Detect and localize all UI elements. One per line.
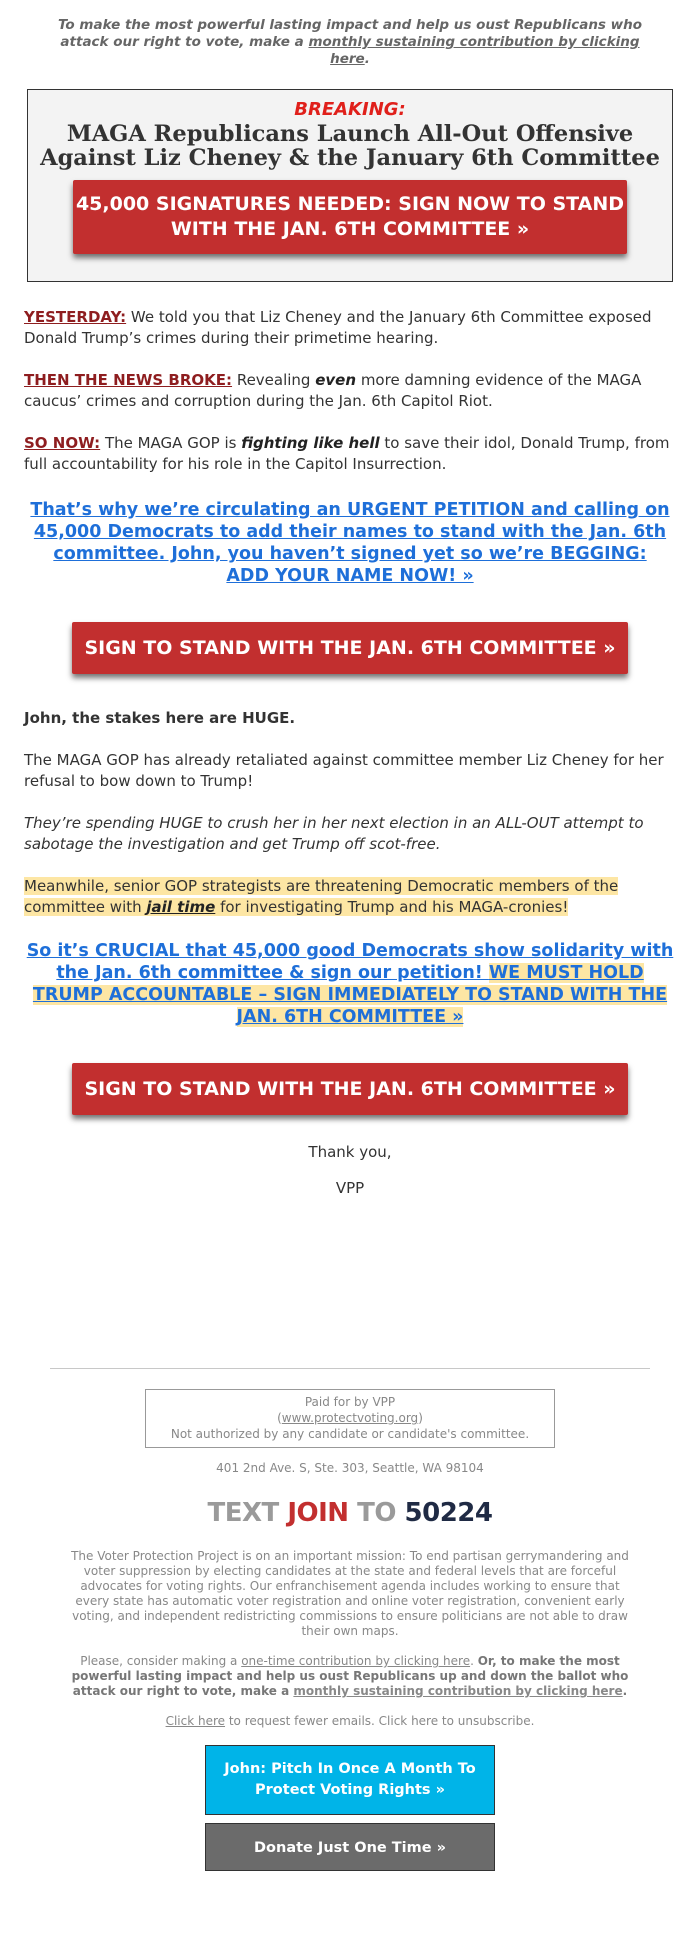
meanwhile-text-2: for investigating Trump and his MAGA-cronies! <box>215 898 569 916</box>
to-word: TO <box>357 1498 396 1528</box>
please-text-2: . <box>470 1654 478 1668</box>
paren-open: ( <box>277 1411 282 1425</box>
crucial-text: So it’s CRUCIAL that 45,000 good Democrats show solidarity with the Jan. 6th committee & sign our petition! <box>26 941 674 983</box>
top-note <box>0 0 700 68</box>
breaking-label: BREAKING: <box>294 99 406 120</box>
monthly-contribution-link[interactable]: monthly sustaining contribution by clicking here <box>308 34 640 67</box>
hero-title: MAGA Republicans Launch All-Out Offensive Against Liz Cheney & the January 6th Committee <box>40 121 660 171</box>
one-time-donate-button[interactable]: Donate Just One Time » <box>205 1823 495 1871</box>
paid-for-line: Paid for by VPP <box>304 1395 396 1409</box>
please-bold: Or, to make the most powerful lasting impact and help us oust Republicans up and down the ballot who attack our right to vote, make a <box>71 1654 629 1698</box>
text-join-banner <box>0 1498 700 1528</box>
meanwhile-text-1: Meanwhile, senior GOP strategists are threatening Democratic members of the committee with <box>24 877 619 916</box>
stakes-heading: John, the stakes here are HUGE. <box>24 709 296 727</box>
news-text-1: Revealing <box>232 371 316 389</box>
yesterday-label: YESTERDAY: <box>24 308 127 326</box>
please-text-1: Please, consider making a <box>80 1654 242 1668</box>
news-label: THEN THE NEWS BROKE: <box>24 371 233 389</box>
monthly-donate-button[interactable]: John: Pitch In Once A Month To Protect Voting Rights » <box>205 1745 495 1815</box>
sign-button-2[interactable]: SIGN TO STAND WITH THE JAN. 6TH COMMITTEE » <box>72 1063 628 1115</box>
top-note-end: . <box>364 51 370 67</box>
jail-time-emphasis: jail time <box>146 898 216 916</box>
one-time-contribution-link[interactable]: one-time contribution by clicking here <box>241 1654 471 1668</box>
fewer-emails-line <box>0 1714 700 1729</box>
paid-for-url-line <box>146 1410 554 1426</box>
so-now-label: SO NOW: <box>24 434 101 452</box>
paren-close: ) <box>418 1411 423 1425</box>
crucial-highlight: WE MUST HOLD TRUMP ACCOUNTABLE – SIGN IMMEDIATELY TO STAND WITH THE JAN. 6TH COMMITTEE » <box>32 963 668 1027</box>
please-paragraph <box>0 1654 700 1699</box>
please-end: . <box>622 1684 628 1698</box>
news-emphasis: even <box>315 371 357 389</box>
address: 401 2nd Ave. S, Ste. 303, Seattle, WA 98104 <box>216 1461 484 1475</box>
top-note-text: To make the most powerful lasting impact and help us oust Republicans who attack our right to vote, make a <box>57 17 643 50</box>
spending-paragraph: They’re spending HUGE to crush her in her next election in an ALL-OUT attempt to sabotage the investigation and get Trump off scot-free. <box>24 814 644 853</box>
so-now-emphasis: fighting like hell <box>241 434 380 452</box>
text-word: TEXT <box>207 1498 279 1528</box>
yesterday-paragraph <box>24 307 676 349</box>
protectvoting-link[interactable]: www.protectvoting.org <box>281 1411 419 1425</box>
monthly-sustaining-link[interactable]: monthly sustaining contribution by clicking here <box>293 1684 623 1698</box>
so-now-text-2: to save their idol, Donald Trump, from full accountability for his role in the Capitol Insurrection. <box>24 434 670 473</box>
signatures-needed-button[interactable]: 45,000 SIGNATURES NEEDED: SIGN NOW TO STAND WITH THE JAN. 6TH COMMITTEE » <box>73 180 627 254</box>
mission-paragraph: The Voter Protection Project is on an important mission: To end partisan gerrymandering and voter suppression by electing candidates at the state and federal levels that are forceful advocates for voting rights. Our enfranchisement agenda includes working to ensure that every state has automatic voter registration and online voter registration, convenient early voting, and independent redistricting commissions to ensure politicians are not able to draw their own maps. <box>71 1549 629 1638</box>
footer-divider <box>50 1368 650 1369</box>
shortcode-number: 50224 <box>404 1498 493 1528</box>
sign-button-1[interactable]: SIGN TO STAND WITH THE JAN. 6TH COMMITTEE » <box>72 622 628 674</box>
so-now-paragraph <box>24 433 676 475</box>
news-paragraph <box>24 370 676 412</box>
join-word: JOIN <box>287 1498 349 1528</box>
fewer-emails-link[interactable]: Click here <box>165 1714 226 1728</box>
urgent-petition-link[interactable]: That’s why we’re circulating an URGENT PETITION and calling on 45,000 Democrats to add their names to stand with the Jan. 6th committee. John, you haven’t signed yet so we’re BEGGING: ADD YOUR NAME NOW! » <box>30 500 670 586</box>
so-now-text-1: The MAGA GOP is <box>100 434 242 452</box>
news-text-2: more damning evidence of the MAGA caucus’ crimes and corruption during the Jan. 6th Capitol Riot. <box>24 371 642 410</box>
retaliated-paragraph: The MAGA GOP has already retaliated against committee member Liz Cheney for her refusal to bow down to Trump! <box>24 751 664 790</box>
meanwhile-paragraph <box>24 876 676 918</box>
not-authorized-line: Not authorized by any candidate or candidate's committee. <box>170 1427 530 1441</box>
paid-for-box <box>145 1389 555 1448</box>
signoff: VPP <box>335 1179 365 1197</box>
fewer-emails-text: to request fewer emails. Click here to unsubscribe. <box>225 1714 535 1728</box>
yesterday-text: We told you that Liz Cheney and the January 6th Committee exposed Donald Trump’s crimes during their primetime hearing. <box>24 308 652 347</box>
thank-you: Thank you, <box>308 1143 392 1161</box>
hero-box <box>27 89 673 282</box>
crucial-petition-link[interactable] <box>0 940 700 1028</box>
